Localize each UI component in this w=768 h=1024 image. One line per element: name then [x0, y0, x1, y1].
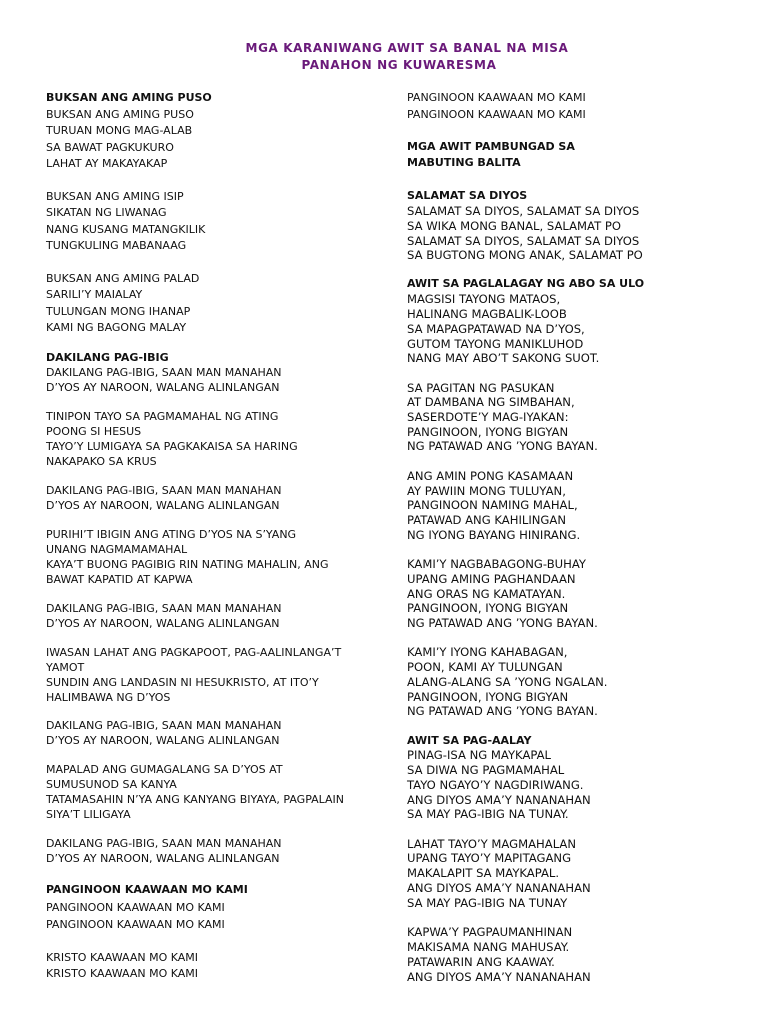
lyric-line: ANG DIYOS AMA’Y NANANAHAN: [407, 793, 591, 807]
lyric-line: MAGSISI TAYONG MATAOS,: [407, 292, 561, 306]
lyric-line: SA PAGITAN NG PASUKAN: [407, 381, 555, 395]
lyric-line: SA WIKA MONG BANAL, SALAMAT PO: [407, 219, 621, 233]
lyric-line: D’YOS AY NAROON, WALANG ALINLANGAN: [46, 499, 280, 512]
lyric-line: PANGINOON, IYONG BIGYAN: [407, 690, 569, 704]
lyric-line: NANG MAY ABO’T SAKONG SUOT.: [407, 351, 600, 365]
lyric-line: POONG SI HESUS: [46, 425, 142, 438]
lyric-line: DAKILANG PAG-IBIG, SAAN MAN MANAHAN: [46, 719, 282, 732]
lyric-line: SA BAWAT PAGKUKURO: [46, 141, 174, 154]
lyric-line: KAPWA’Y PAGPAUMANHINAN: [407, 925, 573, 939]
lyric-line: DAKILANG PAG-IBIG, SAAN MAN MANAHAN: [46, 602, 282, 615]
lyric-line: SASERDOTE’Y MAG-IYAKAN:: [407, 410, 569, 424]
section-heading: AWIT SA PAGLALAGAY NG ABO SA ULO: [407, 277, 645, 290]
lyric-line: ANG ORAS NG KAMATAYAN.: [407, 587, 566, 601]
lyric-line: MAKALAPIT SA MAYKAPAL.: [407, 866, 560, 880]
lyric-line: SA BUGTONG MONG ANAK, SALAMAT PO: [407, 248, 643, 262]
lyric-line: MAKISAMA NANG MAHUSAY.: [407, 940, 570, 954]
lyric-line: TURUAN MONG MAG-ALAB: [46, 124, 193, 137]
lyric-line: SA MAY PAG-IBIG NA TUNAY: [407, 896, 568, 910]
lyric-line: TUNGKULING MABANAAG: [46, 239, 187, 252]
lyric-line: TINIPON TAYO SA PAGMAMAHAL NG ATING: [46, 410, 279, 423]
lyric-line: KRISTO KAAWAAN MO KAMI: [46, 967, 199, 980]
lyric-line: PATAWARIN ANG KAAWAY.: [407, 955, 555, 969]
lyric-line: PANGINOON KAAWAAN MO KAMI: [407, 91, 586, 104]
lyric-line: PANGINOON KAAWAAN MO KAMI: [46, 901, 225, 914]
lyric-line: SA DIWA NG PAGMAMAHAL: [407, 763, 565, 777]
lyric-line: AT DAMBANA NG SIMBAHAN,: [407, 395, 575, 409]
lyric-line: KAMI NG BAGONG MALAY: [46, 321, 187, 334]
lyric-line: BUKSAN ANG AMING ISIP: [46, 190, 184, 203]
lyric-line: D’YOS AY NAROON, WALANG ALINLANGAN: [46, 617, 280, 630]
section-heading: MABUTING BALITA: [407, 156, 521, 169]
lyric-line: PURIHI’T IBIGIN ANG ATING D’YOS NA S’YANG: [46, 528, 297, 541]
lyric-line: D’YOS AY NAROON, WALANG ALINLANGAN: [46, 852, 280, 865]
lyric-line: DAKILANG PAG-IBIG, SAAN MAN MANAHAN: [46, 837, 282, 850]
lyric-line: PANGINOON NAMING MAHAL,: [407, 498, 578, 512]
lyric-line: ANG DIYOS AMA’Y NANANAHAN: [407, 970, 591, 984]
lyric-line: SA MAY PAG-IBIG NA TUNAY.: [407, 807, 569, 821]
section-heading: DAKILANG PAG-IBIG: [46, 351, 169, 364]
lyric-line: UNANG NAGMAMAMAHAL: [46, 543, 188, 556]
lyric-line: LAHAT TAYO’Y MAGMAHALAN: [407, 837, 577, 851]
lyric-line: IWASAN LAHAT ANG PAGKAPOOT, PAG-AALINLANGA’T: [46, 646, 342, 659]
lyric-line: AY PAWIIN MONG TULUYAN,: [407, 484, 566, 498]
lyric-line: SUMUSUNOD SA KANYA: [46, 778, 177, 791]
lyric-line: BUKSAN ANG AMING PALAD: [46, 272, 200, 285]
section-heading: AWIT SA PAG-AALAY: [407, 734, 532, 747]
lyric-line: BAWAT KAPATID AT KAPWA: [46, 573, 193, 586]
lyric-line: ALANG-ALANG SA ’YONG NGALAN.: [407, 675, 608, 689]
lyric-line: D’YOS AY NAROON, WALANG ALINLANGAN: [46, 381, 280, 394]
lyric-line: HALIMBAWA NG D’YOS: [46, 691, 171, 704]
lyric-line: TAYO’Y LUMIGAYA SA PAGKAKAISA SA HARING: [46, 440, 298, 453]
document-title: MGA KARANIWANG AWIT SA BANAL NA MISA: [245, 41, 569, 55]
lyric-line: KAMI’Y NAGBABAGONG-BUHAY: [407, 557, 586, 571]
section-heading: BUKSAN ANG AMING PUSO: [46, 91, 212, 104]
lyric-line: ANG AMIN PONG KASAMAAN: [407, 469, 574, 483]
lyric-line: TULUNGAN MONG IHANAP: [46, 305, 191, 318]
lyric-line: UPANG TAYO’Y MAPITAGANG: [407, 851, 572, 865]
lyric-line: PINAG-ISA NG MAYKAPAL: [407, 748, 552, 762]
lyric-line: NAKAPAKO SA KRUS: [46, 455, 157, 468]
lyric-line: TAYO NGAYO’Y NAGDIRIWANG.: [407, 778, 584, 792]
lyric-line: MAPALAD ANG GUMAGALANG SA D’YOS AT: [46, 763, 283, 776]
lyric-line: LAHAT AY MAKAYAKAP: [46, 157, 168, 170]
section-heading: MGA AWIT PAMBUNGAD SA: [407, 140, 575, 153]
lyric-line: SALAMAT SA DIYOS, SALAMAT SA DIYOS: [407, 234, 640, 248]
lyric-line: SARILI’Y MAIALAY: [46, 288, 143, 301]
lyric-line: NANG KUSANG MATANGKILIK: [46, 223, 206, 236]
lyric-line: TATAMASAHIN N’YA ANG KANYANG BIYAYA, PAGPALAIN: [46, 793, 345, 806]
lyric-line: HALINANG MAGBALIK-LOOB: [407, 307, 567, 321]
lyric-line: D’YOS AY NAROON, WALANG ALINLANGAN: [46, 734, 280, 747]
lyric-line: NG IYONG BAYANG HINIRANG.: [407, 528, 581, 542]
section-heading: PANGINOON KAAWAAN MO KAMI: [46, 883, 248, 896]
document-subtitle: PANAHON NG KUWARESMA: [301, 58, 497, 72]
lyric-line: PANGINOON KAAWAAN MO KAMI: [407, 108, 586, 121]
lyric-line: KRISTO KAAWAAN MO KAMI: [46, 951, 199, 964]
lyric-line: NG PATAWAD ANG ’YONG BAYAN.: [407, 439, 598, 453]
section-heading: SALAMAT SA DIYOS: [407, 189, 528, 202]
lyric-line: DAKILANG PAG-IBIG, SAAN MAN MANAHAN: [46, 484, 282, 497]
lyric-line: NG PATAWAD ANG ’YONG BAYAN.: [407, 704, 598, 718]
lyric-line: PANGINOON, IYONG BIGYAN: [407, 601, 569, 615]
lyric-line: POON, KAMI AY TULUNGAN: [407, 660, 563, 674]
lyric-line: GUTOM TAYONG MANIKLUHOD: [407, 337, 584, 351]
lyric-line: KAMI’Y IYONG KAHABAGAN,: [407, 645, 568, 659]
lyric-line: SA MAPAGPATAWAD NA D’YOS,: [407, 322, 585, 336]
lyric-line: DAKILANG PAG-IBIG, SAAN MAN MANAHAN: [46, 366, 282, 379]
lyric-line: SUNDIN ANG LANDASIN NI HESUKRISTO, AT ITO’Y: [46, 676, 319, 689]
lyric-line: ANG DIYOS AMA’Y NANANAHAN: [407, 881, 591, 895]
lyric-line: KAYA’T BUONG PAGIBIG RIN NATING MAHALIN, ANG: [46, 558, 329, 571]
lyric-line: YAMOT: [46, 661, 85, 674]
lyric-line: SIYA’T LILIGAYA: [46, 808, 131, 821]
lyric-line: PANGINOON KAAWAAN MO KAMI: [46, 918, 225, 931]
lyric-line: PATAWAD ANG KAHILINGAN: [407, 513, 567, 527]
lyric-line: UPANG AMING PAGHANDAAN: [407, 572, 576, 586]
lyric-line: SIKATAN NG LIWANAG: [46, 206, 167, 219]
lyric-line: SALAMAT SA DIYOS, SALAMAT SA DIYOS: [407, 204, 640, 218]
lyric-line: NG PATAWAD ANG ’YONG BAYAN.: [407, 616, 598, 630]
lyric-line: BUKSAN ANG AMING PUSO: [46, 108, 194, 121]
lyric-line: PANGINOON, IYONG BIGYAN: [407, 425, 569, 439]
